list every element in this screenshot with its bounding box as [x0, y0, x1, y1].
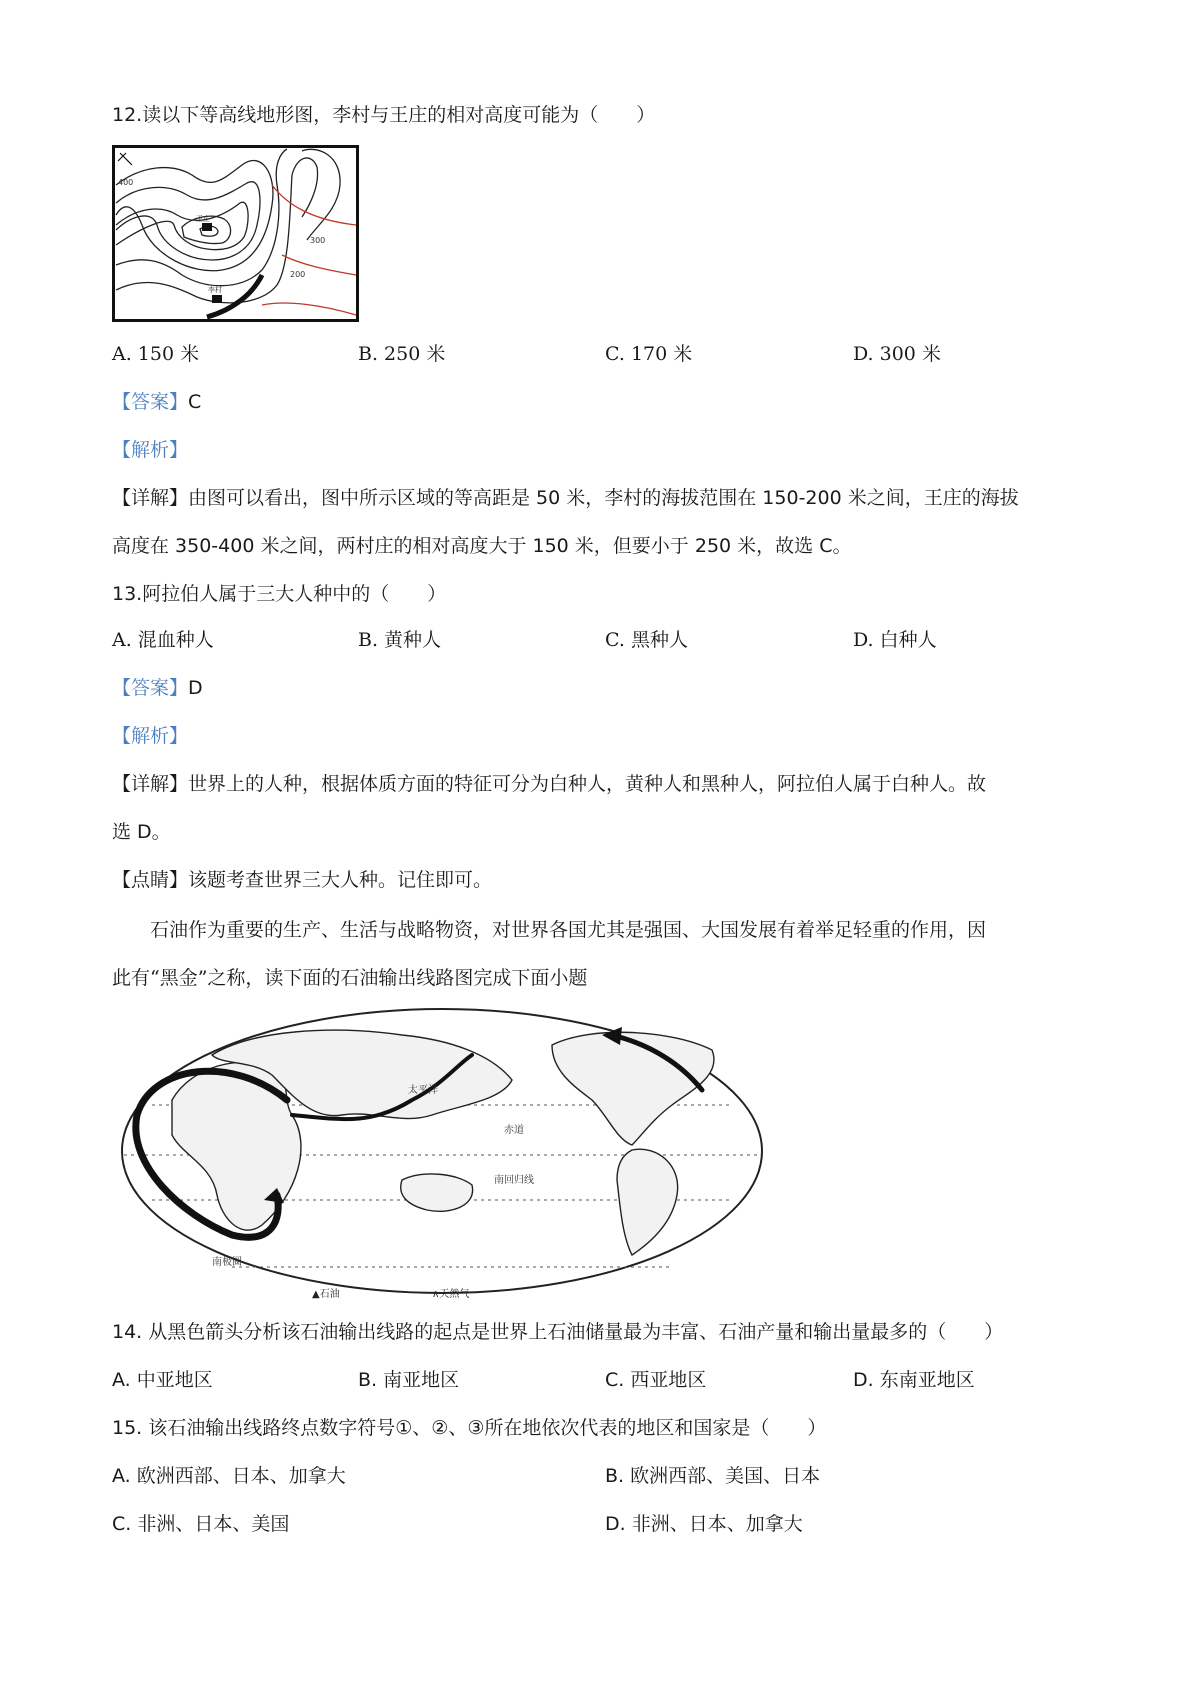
- q12-detail-line2: 高度在 350-400 米之间，两村庄的相对高度大于 150 米，但要小于 250 米，故选 C。: [112, 535, 852, 557]
- oil-route-map: [112, 1005, 770, 1305]
- q13-answer: D: [188, 677, 203, 699]
- q12-answer: C: [188, 391, 202, 413]
- map-label-3: 南回归线: [494, 1175, 534, 1186]
- q13-option-a: A. 混血种人: [112, 629, 214, 651]
- q13-answer-tag: 【答案】: [112, 677, 189, 699]
- legend-gas: ∧天然气: [432, 1289, 470, 1300]
- contour-map-frame: [114, 147, 358, 321]
- map-label-1: 太平洋: [408, 1085, 438, 1096]
- q12-analysis-tag: 【解析】: [112, 439, 189, 461]
- q12-stem: 12.读以下等高线地形图，李村与王庄的相对高度可能为（ ）: [112, 104, 656, 126]
- q13-detail-line1: 【详解】世界上的人种，根据体质方面的特征可分为白种人，黄种人和黑种人，阿拉伯人属于白种人。故: [112, 773, 987, 795]
- q13-point: 【点睛】该题考查世界三大人种。记住即可。: [112, 869, 493, 891]
- q14-option-a: A. 中亚地区: [112, 1369, 213, 1391]
- q13-option-c: C. 黑种人: [605, 629, 688, 651]
- q12-detail-line1: 【详解】由图可以看出，图中所示区域的等高距是 50 米，李村的海拔范围在 150-200 米之间，王庄的海拔: [112, 487, 1019, 509]
- q13-analysis-tag: 【解析】: [112, 725, 189, 747]
- q13-option-b: B. 黄种人: [358, 629, 442, 651]
- q12-option-c: C. 170 米: [605, 343, 693, 365]
- map-label-4: 南极圈: [212, 1257, 242, 1268]
- passage-line2: 此有“黑金”之称，读下面的石油输出线路图完成下面小题: [112, 967, 588, 989]
- q12-option-b: B. 250 米: [358, 343, 446, 365]
- q12-answer-row: [112, 390, 201, 414]
- contour-label-200: 200: [290, 270, 306, 279]
- q13-answer-row: [112, 676, 203, 700]
- q15-option-b: B. 欧洲西部、美国、日本: [605, 1465, 821, 1487]
- q12-option-d: D. 300 米: [853, 343, 941, 365]
- q12-option-a: A. 150 米: [112, 343, 200, 365]
- passage-line1: 石油作为重要的生产、生活与战略物资，对世界各国尤其是强国、大国发展有着举足轻重的作用，因: [150, 919, 987, 941]
- wangzhuang-marker: [202, 223, 212, 231]
- q14-stem: 14. 从黑色箭头分析该石油输出线路的起点是世界上石油储量最为丰富、石油产量和输出量最多的（ ）: [112, 1321, 1004, 1343]
- q13-stem: 13.阿拉伯人属于三大人种中的（ ）: [112, 583, 447, 605]
- q14-option-d: D. 东南亚地区: [853, 1369, 975, 1391]
- q14-option-b: B. 南亚地区: [358, 1369, 460, 1391]
- q14-option-c: C. 西亚地区: [605, 1369, 707, 1391]
- licun-marker: [212, 295, 222, 303]
- q15-option-d: D. 非洲、日本、加拿大: [605, 1513, 803, 1535]
- contour-map: [112, 145, 360, 323]
- map-label-2: 赤道: [504, 1125, 524, 1136]
- q15-option-a: A. 欧洲西部、日本、加拿大: [112, 1465, 346, 1487]
- wangzhuang-label: 王庄: [196, 215, 210, 223]
- licun-label: 李村: [208, 286, 222, 294]
- contour-label-400: 400: [118, 178, 134, 187]
- q13-detail-line2: 选 D。: [112, 821, 171, 843]
- q13-option-d: D. 白种人: [853, 629, 937, 651]
- q15-stem: 15. 该石油输出线路终点数字符号①、②、③所在地依次代表的地区和国家是（ ）: [112, 1417, 827, 1439]
- q15-option-c: C. 非洲、日本、美国: [112, 1513, 290, 1535]
- legend-oil: ▲石油: [312, 1289, 340, 1300]
- q12-answer-tag: 【答案】: [112, 391, 189, 413]
- contour-label-300: 300: [310, 236, 326, 245]
